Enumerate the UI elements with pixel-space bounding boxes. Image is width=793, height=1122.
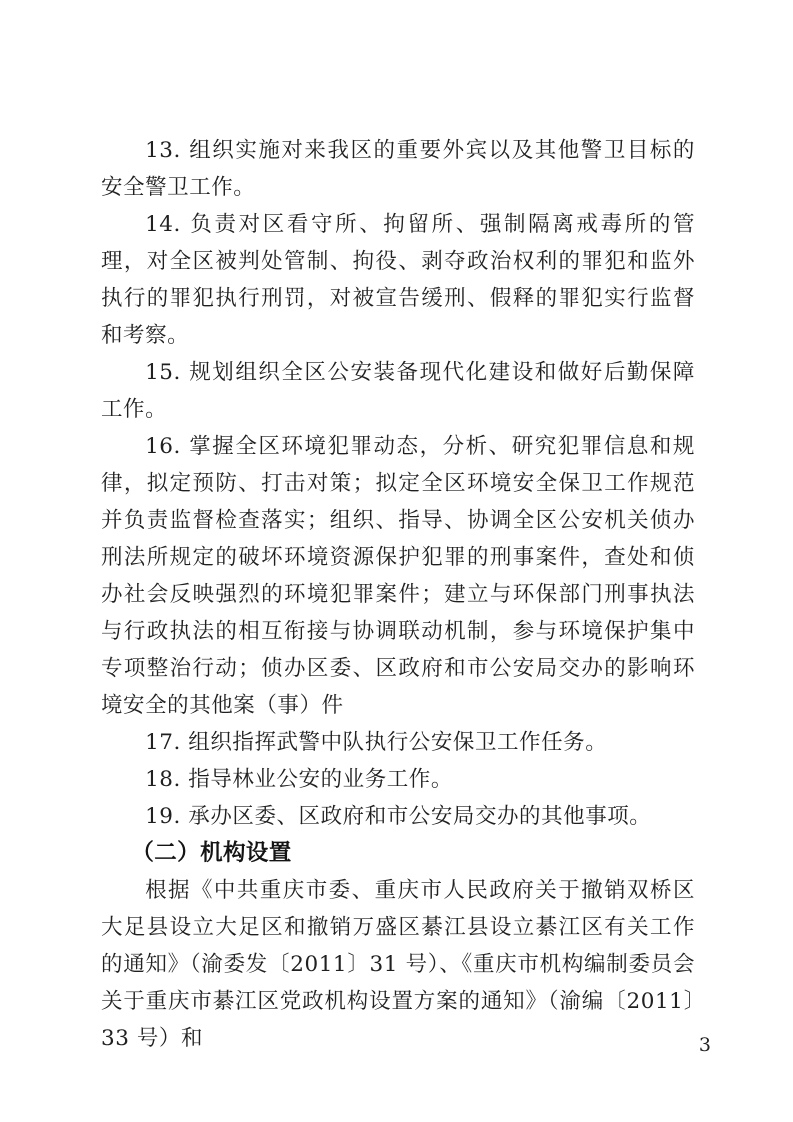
clause-item-14: 14. 负责对区看守所、拘留所、强制隔离戒毒所的管理，对全区被判处管制、拘役、剥夺政治权利的罪犯和监外执行的罪犯执行刑罚，对被宣告缓刑、假释的罪犯实行监督和考察。 [101, 212, 695, 348]
section-heading-organization-setup: （二）机构设置 [131, 840, 292, 866]
clause-item-17: 17. 组织指挥武警中队执行公安保卫工作任务。 [145, 730, 608, 755]
clause-item-15: 15. 规划组织全区公安装备现代化建设和做好后勤保障工作。 [101, 360, 695, 422]
closing-paragraph: 根据《中共重庆市委、重庆市人民政府关于撤销双桥区大足县设立大足区和撤销万盛区綦江县设立綦江区有关工作的通知》（渝委发〔2011〕31 号）、《重庆市机构编制委员会关于重庆市綦江区党政机构设置方案的通知》（渝编〔2011〕33 号）和 [101, 878, 695, 1051]
clause-item-16: 16. 掌握全区环境犯罪动态，分析、研究犯罪信息和规律，拟定预防、打击对策；拟定全区环境安全保卫工作规范并负责监督检查落实；组织、指导、协调全区公安机关侦办刑法所规定的破坏环境资源保护犯罪的刑事案件，查处和侦办社会反映强烈的环境犯罪案件；建立与环保部门刑事执法与行政执法的相互衔接与协调联动机制，参与环境保护集中专项整治行动；侦办区委、区政府和市公安局交办的影响环境安全的其他案（事）件 [101, 434, 695, 718]
text-column [101, 132, 695, 1057]
clause-item-18: 18. 指导林业公安的业务工作。 [145, 767, 453, 792]
clause-item-13: 13. 组织实施对来我区的重要外宾以及其他警卫目标的安全警卫工作。 [101, 138, 695, 200]
page-number: 3 [698, 1034, 711, 1056]
clause-item-19: 19. 承办区委、区政府和市公安局交办的其他事项。 [145, 804, 652, 829]
